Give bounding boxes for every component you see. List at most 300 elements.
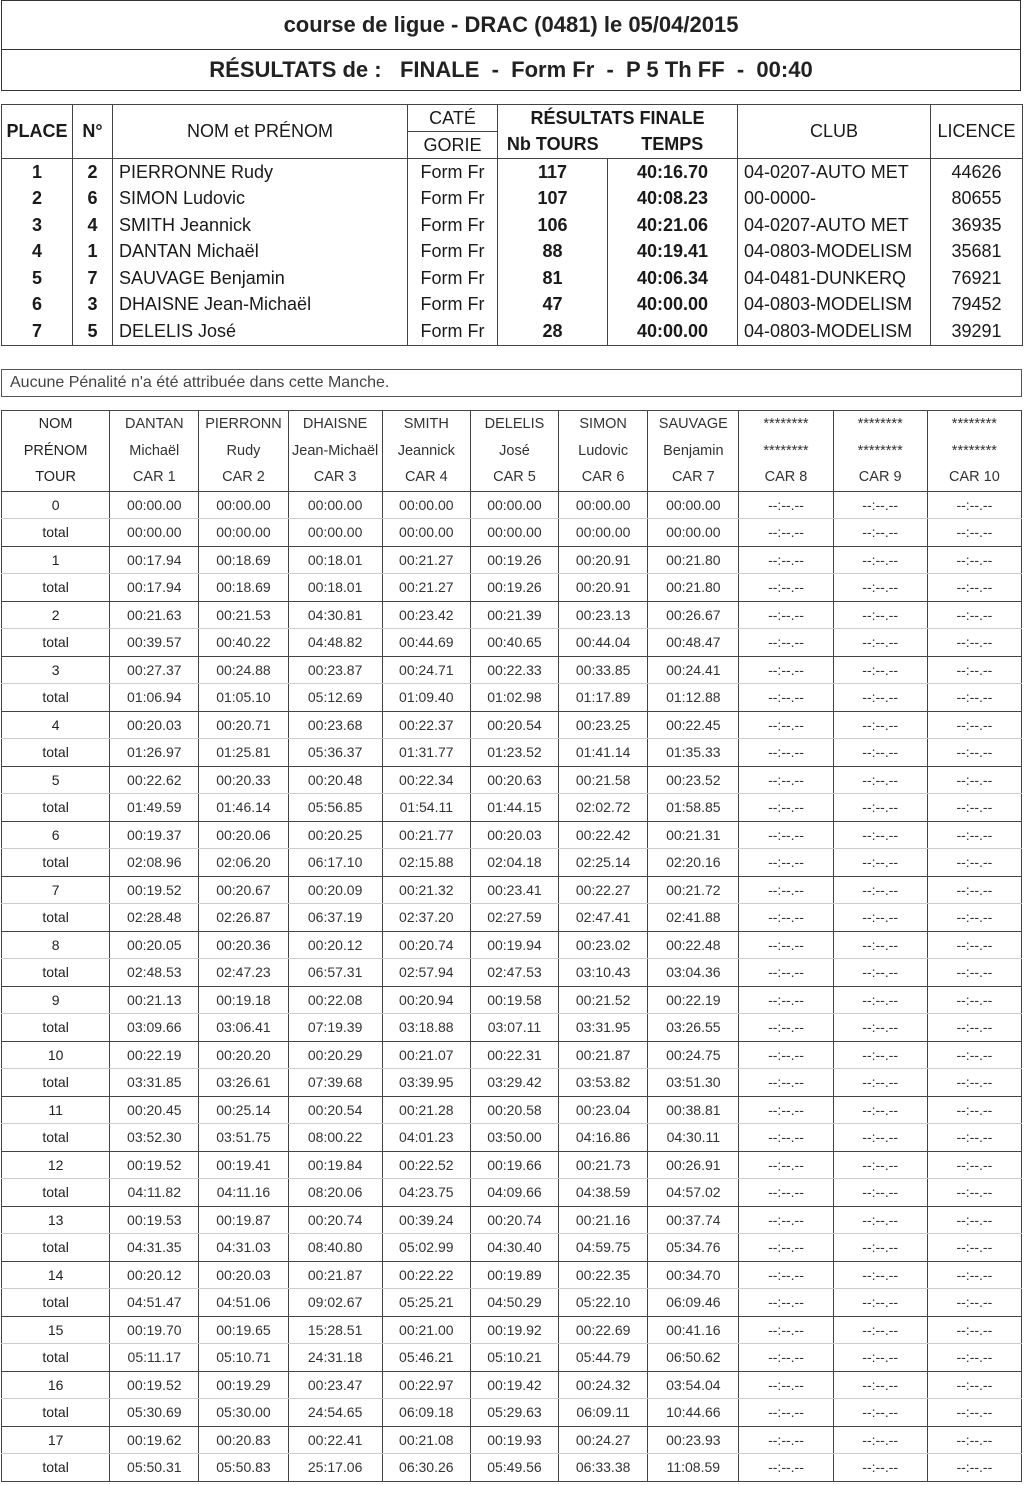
result-place: 6 [2, 292, 73, 319]
lap-time: 00:19.37 [110, 821, 199, 849]
total-time-empty: --:--.-- [739, 1399, 833, 1427]
lap-time: 00:22.34 [382, 766, 470, 794]
result-club: 04-0207-AUTO MET [738, 212, 931, 239]
lap-time: 00:20.03 [110, 711, 199, 739]
lap-time: 00:00.00 [288, 491, 382, 519]
lap-time: 00:19.53 [110, 1206, 199, 1234]
total-label: total [2, 1014, 110, 1042]
total-time-empty: --:--.-- [833, 959, 927, 987]
total-time: 07:39.68 [288, 1069, 382, 1097]
lap-row [2, 491, 1022, 519]
result-place: 2 [2, 186, 73, 213]
lap-time-empty: --:--.-- [833, 546, 927, 574]
total-time: 01:46.14 [199, 794, 288, 822]
result-row [2, 318, 1023, 345]
total-time: 05:29.63 [470, 1399, 558, 1427]
total-time-empty: --:--.-- [927, 1399, 1021, 1427]
lap-time: 00:22.33 [470, 656, 558, 684]
total-time: 04:38.59 [559, 1179, 648, 1207]
lap-time: 00:26.91 [648, 1151, 739, 1179]
lap-time: 00:20.83 [199, 1426, 288, 1454]
total-time: 03:53.82 [559, 1069, 648, 1097]
total-time: 01:54.11 [382, 794, 470, 822]
result-licence: 79452 [931, 292, 1023, 319]
lap-time: 00:20.91 [559, 546, 648, 574]
lap-time: 00:21.73 [559, 1151, 648, 1179]
total-time: 00:00.00 [110, 519, 199, 547]
result-temps: 40:21.06 [608, 212, 738, 239]
driver-car: CAR 5 [470, 464, 558, 491]
total-row [2, 1289, 1022, 1317]
lap-time: 00:20.25 [288, 821, 382, 849]
total-time-empty: --:--.-- [739, 1124, 833, 1152]
total-time: 00:00.00 [470, 519, 558, 547]
total-time: 02:37.20 [382, 904, 470, 932]
driver-car: CAR 8 [739, 464, 833, 491]
lap-time-empty: --:--.-- [833, 766, 927, 794]
total-time: 01:23.52 [470, 739, 558, 767]
lap-time: 00:24.88 [199, 656, 288, 684]
lap-row [2, 986, 1022, 1014]
total-label: total [2, 739, 110, 767]
total-time: 00:18.01 [288, 574, 382, 602]
total-row [2, 739, 1022, 767]
lap-time: 00:21.07 [382, 1041, 470, 1069]
lap-time: 00:17.94 [110, 546, 199, 574]
total-time: 08:00.22 [288, 1124, 382, 1152]
total-row [2, 794, 1022, 822]
lap-time-empty: --:--.-- [833, 601, 927, 629]
driver-prenom: Ludovic [559, 438, 648, 465]
lap-time-empty: --:--.-- [739, 1206, 833, 1234]
total-label: total [2, 959, 110, 987]
total-time-empty: --:--.-- [833, 574, 927, 602]
lap-row [2, 821, 1022, 849]
total-time: 01:25.81 [199, 739, 288, 767]
lap-time: 00:19.52 [110, 876, 199, 904]
lap-row-label: PRÉNOM [2, 438, 110, 465]
lap-time: 00:00.00 [470, 491, 558, 519]
lap-number: 14 [2, 1261, 110, 1289]
total-time: 09:02.67 [288, 1289, 382, 1317]
total-row [2, 684, 1022, 712]
lap-time: 00:19.92 [470, 1316, 558, 1344]
total-time-empty: --:--.-- [927, 1014, 1021, 1042]
total-time: 03:31.85 [110, 1069, 199, 1097]
total-time: 06:37.19 [288, 904, 382, 932]
lap-row [2, 1096, 1022, 1124]
driver-prenom: José [470, 438, 558, 465]
result-row [2, 292, 1023, 319]
total-time: 02:27.59 [470, 904, 558, 932]
total-time-empty: --:--.-- [927, 519, 1021, 547]
lap-time: 00:21.87 [559, 1041, 648, 1069]
total-time: 07:19.39 [288, 1014, 382, 1042]
total-time: 00:39.57 [110, 629, 199, 657]
total-time: 02:06.20 [199, 849, 288, 877]
lap-time: 00:19.89 [470, 1261, 558, 1289]
lap-time-empty: --:--.-- [739, 546, 833, 574]
total-time: 03:52.30 [110, 1124, 199, 1152]
lap-time-empty: --:--.-- [927, 931, 1021, 959]
result-club: 00-0000- [738, 186, 931, 213]
total-label: total [2, 1344, 110, 1372]
result-cat: Form Fr [408, 318, 498, 345]
total-label: total [2, 574, 110, 602]
total-time-empty: --:--.-- [833, 1399, 927, 1427]
lap-time-empty: --:--.-- [927, 821, 1021, 849]
lap-time-empty: --:--.-- [927, 1371, 1021, 1399]
total-time-empty: --:--.-- [833, 1069, 927, 1097]
col-club-header: CLUB [738, 105, 931, 159]
total-time-empty: --:--.-- [739, 794, 833, 822]
lap-time: 00:19.93 [470, 1426, 558, 1454]
total-time: 25:17.06 [288, 1454, 382, 1482]
lap-time: 00:22.48 [648, 931, 739, 959]
total-time: 04:31.03 [199, 1234, 288, 1262]
total-time: 06:09.18 [382, 1399, 470, 1427]
lap-time: 00:20.67 [199, 876, 288, 904]
total-time: 02:15.88 [382, 849, 470, 877]
total-label: total [2, 1179, 110, 1207]
lap-time: 00:21.27 [382, 546, 470, 574]
driver-prenom: ******** [739, 438, 833, 465]
lap-header-row-prenom [2, 438, 1022, 465]
lap-row [2, 766, 1022, 794]
lap-time: 00:21.28 [382, 1096, 470, 1124]
col-cat-header-1: CATÉ [408, 105, 498, 132]
total-time: 01:17.89 [559, 684, 648, 712]
lap-number: 12 [2, 1151, 110, 1179]
total-time: 01:41.14 [559, 739, 648, 767]
total-time: 02:47.23 [199, 959, 288, 987]
lap-time-empty: --:--.-- [927, 766, 1021, 794]
lap-time: 00:20.20 [199, 1041, 288, 1069]
total-time: 01:35.33 [648, 739, 739, 767]
lap-time: 00:20.12 [110, 1261, 199, 1289]
lap-time: 00:20.63 [470, 766, 558, 794]
total-time: 05:49.56 [470, 1454, 558, 1482]
result-row [2, 186, 1023, 213]
lap-time: 00:19.41 [199, 1151, 288, 1179]
total-time-empty: --:--.-- [927, 1179, 1021, 1207]
total-time: 04:01.23 [382, 1124, 470, 1152]
total-row [2, 1124, 1022, 1152]
lap-time-empty: --:--.-- [833, 1426, 927, 1454]
result-name: DHAISNE Jean-Michaël [113, 292, 408, 319]
result-temps: 40:00.00 [608, 318, 738, 345]
lap-number: 7 [2, 876, 110, 904]
lap-row [2, 876, 1022, 904]
total-label: total [2, 904, 110, 932]
total-time: 05:30.00 [199, 1399, 288, 1427]
result-name: PIERRONNE Rudy [113, 159, 408, 186]
lap-time: 00:20.06 [199, 821, 288, 849]
total-time: 00:00.00 [648, 519, 739, 547]
penalty-note: Aucune Pénalité n'a été attribuée dans cette Manche. [1, 369, 1022, 397]
lap-time-empty: --:--.-- [739, 656, 833, 684]
total-row [2, 1399, 1022, 1427]
total-time: 00:18.69 [199, 574, 288, 602]
lap-time: 00:20.48 [288, 766, 382, 794]
total-time: 05:25.21 [382, 1289, 470, 1317]
lap-time: 00:21.08 [382, 1426, 470, 1454]
total-time: 00:44.69 [382, 629, 470, 657]
driver-nom: PIERRONN [199, 411, 288, 438]
result-club: 04-0481-DUNKERQ [738, 265, 931, 292]
lap-time: 00:23.87 [288, 656, 382, 684]
total-time: 04:31.35 [110, 1234, 199, 1262]
lap-time: 00:23.41 [470, 876, 558, 904]
result-tours: 88 [498, 239, 608, 266]
total-time: 00:00.00 [382, 519, 470, 547]
total-time-empty: --:--.-- [739, 1069, 833, 1097]
result-club: 04-0803-MODELISM [738, 318, 931, 345]
total-time-empty: --:--.-- [927, 684, 1021, 712]
total-row [2, 1234, 1022, 1262]
total-time-empty: --:--.-- [739, 1234, 833, 1262]
lap-time-empty: --:--.-- [739, 1151, 833, 1179]
total-time-empty: --:--.-- [927, 574, 1021, 602]
result-cat: Form Fr [408, 186, 498, 213]
lap-time: 00:22.27 [559, 876, 648, 904]
total-time: 05:11.17 [110, 1344, 199, 1372]
lap-time: 00:22.22 [382, 1261, 470, 1289]
total-time: 05:50.31 [110, 1454, 199, 1482]
total-time-empty: --:--.-- [927, 1124, 1021, 1152]
result-cat: Form Fr [408, 265, 498, 292]
lap-time-empty: --:--.-- [833, 1316, 927, 1344]
total-time: 01:12.88 [648, 684, 739, 712]
col-num-header: N° [73, 105, 113, 159]
total-time-empty: --:--.-- [739, 1344, 833, 1372]
total-time-empty: --:--.-- [739, 1179, 833, 1207]
lap-time: 00:22.35 [559, 1261, 648, 1289]
result-tours: 28 [498, 318, 608, 345]
result-name: SMITH Jeannick [113, 212, 408, 239]
total-label: total [2, 1289, 110, 1317]
lap-time: 00:20.05 [110, 931, 199, 959]
lap-row [2, 1261, 1022, 1289]
result-cat: Form Fr [408, 292, 498, 319]
total-label: total [2, 519, 110, 547]
result-place: 5 [2, 265, 73, 292]
lap-number: 4 [2, 711, 110, 739]
lap-time-empty: --:--.-- [927, 491, 1021, 519]
lap-number: 11 [2, 1096, 110, 1124]
lap-time-empty: --:--.-- [927, 711, 1021, 739]
total-time: 04:09.66 [470, 1179, 558, 1207]
total-time: 01:06.94 [110, 684, 199, 712]
lap-time: 15:28.51 [288, 1316, 382, 1344]
lap-time-empty: --:--.-- [739, 711, 833, 739]
lap-row [2, 1426, 1022, 1454]
result-temps: 40:16.70 [608, 159, 738, 186]
lap-time: 00:24.27 [559, 1426, 648, 1454]
lap-time: 00:23.02 [559, 931, 648, 959]
driver-prenom: Jeannick [382, 438, 470, 465]
total-time: 03:50.00 [470, 1124, 558, 1152]
lap-time: 00:21.58 [559, 766, 648, 794]
total-time: 00:00.00 [199, 519, 288, 547]
col-cat-header-2: GORIE [408, 132, 498, 159]
lap-time: 00:22.31 [470, 1041, 558, 1069]
total-time: 03:31.95 [559, 1014, 648, 1042]
lap-time-empty: --:--.-- [833, 876, 927, 904]
total-time: 05:02.99 [382, 1234, 470, 1262]
lap-time-empty: --:--.-- [833, 1371, 927, 1399]
result-tours: 81 [498, 265, 608, 292]
driver-car: CAR 3 [288, 464, 382, 491]
total-time: 24:31.18 [288, 1344, 382, 1372]
driver-prenom: Benjamin [648, 438, 739, 465]
driver-nom: DELELIS [470, 411, 558, 438]
total-time: 03:51.30 [648, 1069, 739, 1097]
lap-time-empty: --:--.-- [833, 1261, 927, 1289]
total-time: 01:49.59 [110, 794, 199, 822]
lap-time: 00:21.53 [199, 601, 288, 629]
result-licence: 44626 [931, 159, 1023, 186]
total-time: 00:20.91 [559, 574, 648, 602]
driver-prenom: Jean-Michaël [288, 438, 382, 465]
driver-prenom: Michaël [110, 438, 199, 465]
lap-time: 00:18.69 [199, 546, 288, 574]
lap-time-empty: --:--.-- [739, 601, 833, 629]
result-licence: 36935 [931, 212, 1023, 239]
total-time: 03:51.75 [199, 1124, 288, 1152]
total-time: 08:40.80 [288, 1234, 382, 1262]
lap-time: 00:21.16 [559, 1206, 648, 1234]
total-time: 01:02.98 [470, 684, 558, 712]
total-time: 06:50.62 [648, 1344, 739, 1372]
lap-row [2, 601, 1022, 629]
lap-time: 00:20.74 [470, 1206, 558, 1234]
lap-time: 00:23.47 [288, 1371, 382, 1399]
total-time: 00:21.27 [382, 574, 470, 602]
lap-time: 00:22.41 [288, 1426, 382, 1454]
total-time: 10:44.66 [648, 1399, 739, 1427]
lap-time: 00:19.52 [110, 1151, 199, 1179]
total-time: 05:56.85 [288, 794, 382, 822]
total-time: 02:04.18 [470, 849, 558, 877]
total-time-empty: --:--.-- [739, 959, 833, 987]
lap-time: 00:21.80 [648, 546, 739, 574]
total-time: 00:44.04 [559, 629, 648, 657]
lap-time: 00:22.19 [648, 986, 739, 1014]
lap-time: 00:20.94 [382, 986, 470, 1014]
total-row [2, 959, 1022, 987]
total-label: total [2, 684, 110, 712]
total-label: total [2, 1069, 110, 1097]
lap-time: 00:23.13 [559, 601, 648, 629]
total-time: 02:47.41 [559, 904, 648, 932]
result-cat: Form Fr [408, 159, 498, 186]
lap-time-empty: --:--.-- [833, 1206, 927, 1234]
lap-time-empty: --:--.-- [833, 1096, 927, 1124]
total-time-empty: --:--.-- [833, 684, 927, 712]
lap-time-empty: --:--.-- [927, 1041, 1021, 1069]
total-time: 04:57.02 [648, 1179, 739, 1207]
total-time: 00:40.22 [199, 629, 288, 657]
total-time-empty: --:--.-- [927, 959, 1021, 987]
total-time-empty: --:--.-- [739, 519, 833, 547]
lap-time: 00:00.00 [382, 491, 470, 519]
lap-time-empty: --:--.-- [833, 1151, 927, 1179]
lap-time-empty: --:--.-- [833, 491, 927, 519]
results-subtitle: RÉSULTATS de : FINALE - Form Fr - P 5 Th FF - 00:40 [1, 49, 1021, 91]
lap-number: 15 [2, 1316, 110, 1344]
total-time: 06:17.10 [288, 849, 382, 877]
total-time-empty: --:--.-- [927, 849, 1021, 877]
total-time-empty: --:--.-- [833, 629, 927, 657]
lap-number: 17 [2, 1426, 110, 1454]
total-time: 05:10.71 [199, 1344, 288, 1372]
result-place: 7 [2, 318, 73, 345]
result-licence: 76921 [931, 265, 1023, 292]
total-label: total [2, 1124, 110, 1152]
total-time: 05:36.37 [288, 739, 382, 767]
lap-time: 00:39.24 [382, 1206, 470, 1234]
col-final-header: RÉSULTATS FINALE [498, 105, 738, 132]
lap-time-empty: --:--.-- [739, 766, 833, 794]
lap-time: 00:19.66 [470, 1151, 558, 1179]
total-time-empty: --:--.-- [927, 794, 1021, 822]
lap-time-empty: --:--.-- [739, 1096, 833, 1124]
total-time: 03:10.43 [559, 959, 648, 987]
total-label: total [2, 1454, 110, 1482]
lap-time-empty: --:--.-- [927, 1151, 1021, 1179]
result-num: 3 [73, 292, 113, 319]
total-time: 08:20.06 [288, 1179, 382, 1207]
total-time: 00:21.80 [648, 574, 739, 602]
lap-time-empty: --:--.-- [833, 1041, 927, 1069]
result-temps: 40:19.41 [608, 239, 738, 266]
total-time: 00:17.94 [110, 574, 199, 602]
lap-time: 00:23.93 [648, 1426, 739, 1454]
lap-time: 00:20.36 [199, 931, 288, 959]
lap-row [2, 546, 1022, 574]
result-club: 04-0803-MODELISM [738, 239, 931, 266]
result-cat: Form Fr [408, 212, 498, 239]
lap-row [2, 1041, 1022, 1069]
total-time: 03:18.88 [382, 1014, 470, 1042]
total-time: 02:25.14 [559, 849, 648, 877]
total-label: total [2, 794, 110, 822]
lap-time: 00:19.65 [199, 1316, 288, 1344]
total-time: 04:11.82 [110, 1179, 199, 1207]
lap-time: 00:19.18 [199, 986, 288, 1014]
lap-time-empty: --:--.-- [833, 711, 927, 739]
lap-time-empty: --:--.-- [739, 1371, 833, 1399]
driver-car: CAR 6 [559, 464, 648, 491]
result-name: SAUVAGE Benjamin [113, 265, 408, 292]
total-time: 01:44.15 [470, 794, 558, 822]
total-time: 02:20.16 [648, 849, 739, 877]
lap-time-empty: --:--.-- [739, 931, 833, 959]
total-time: 04:48.82 [288, 629, 382, 657]
lap-time: 00:20.33 [199, 766, 288, 794]
total-row [2, 1069, 1022, 1097]
lap-time: 00:22.52 [382, 1151, 470, 1179]
lap-time: 00:21.77 [382, 821, 470, 849]
lap-time-empty: --:--.-- [739, 1316, 833, 1344]
driver-car: CAR 2 [199, 464, 288, 491]
lap-row [2, 656, 1022, 684]
lap-row [2, 711, 1022, 739]
lap-time: 00:27.37 [110, 656, 199, 684]
result-num: 7 [73, 265, 113, 292]
total-time-empty: --:--.-- [739, 904, 833, 932]
